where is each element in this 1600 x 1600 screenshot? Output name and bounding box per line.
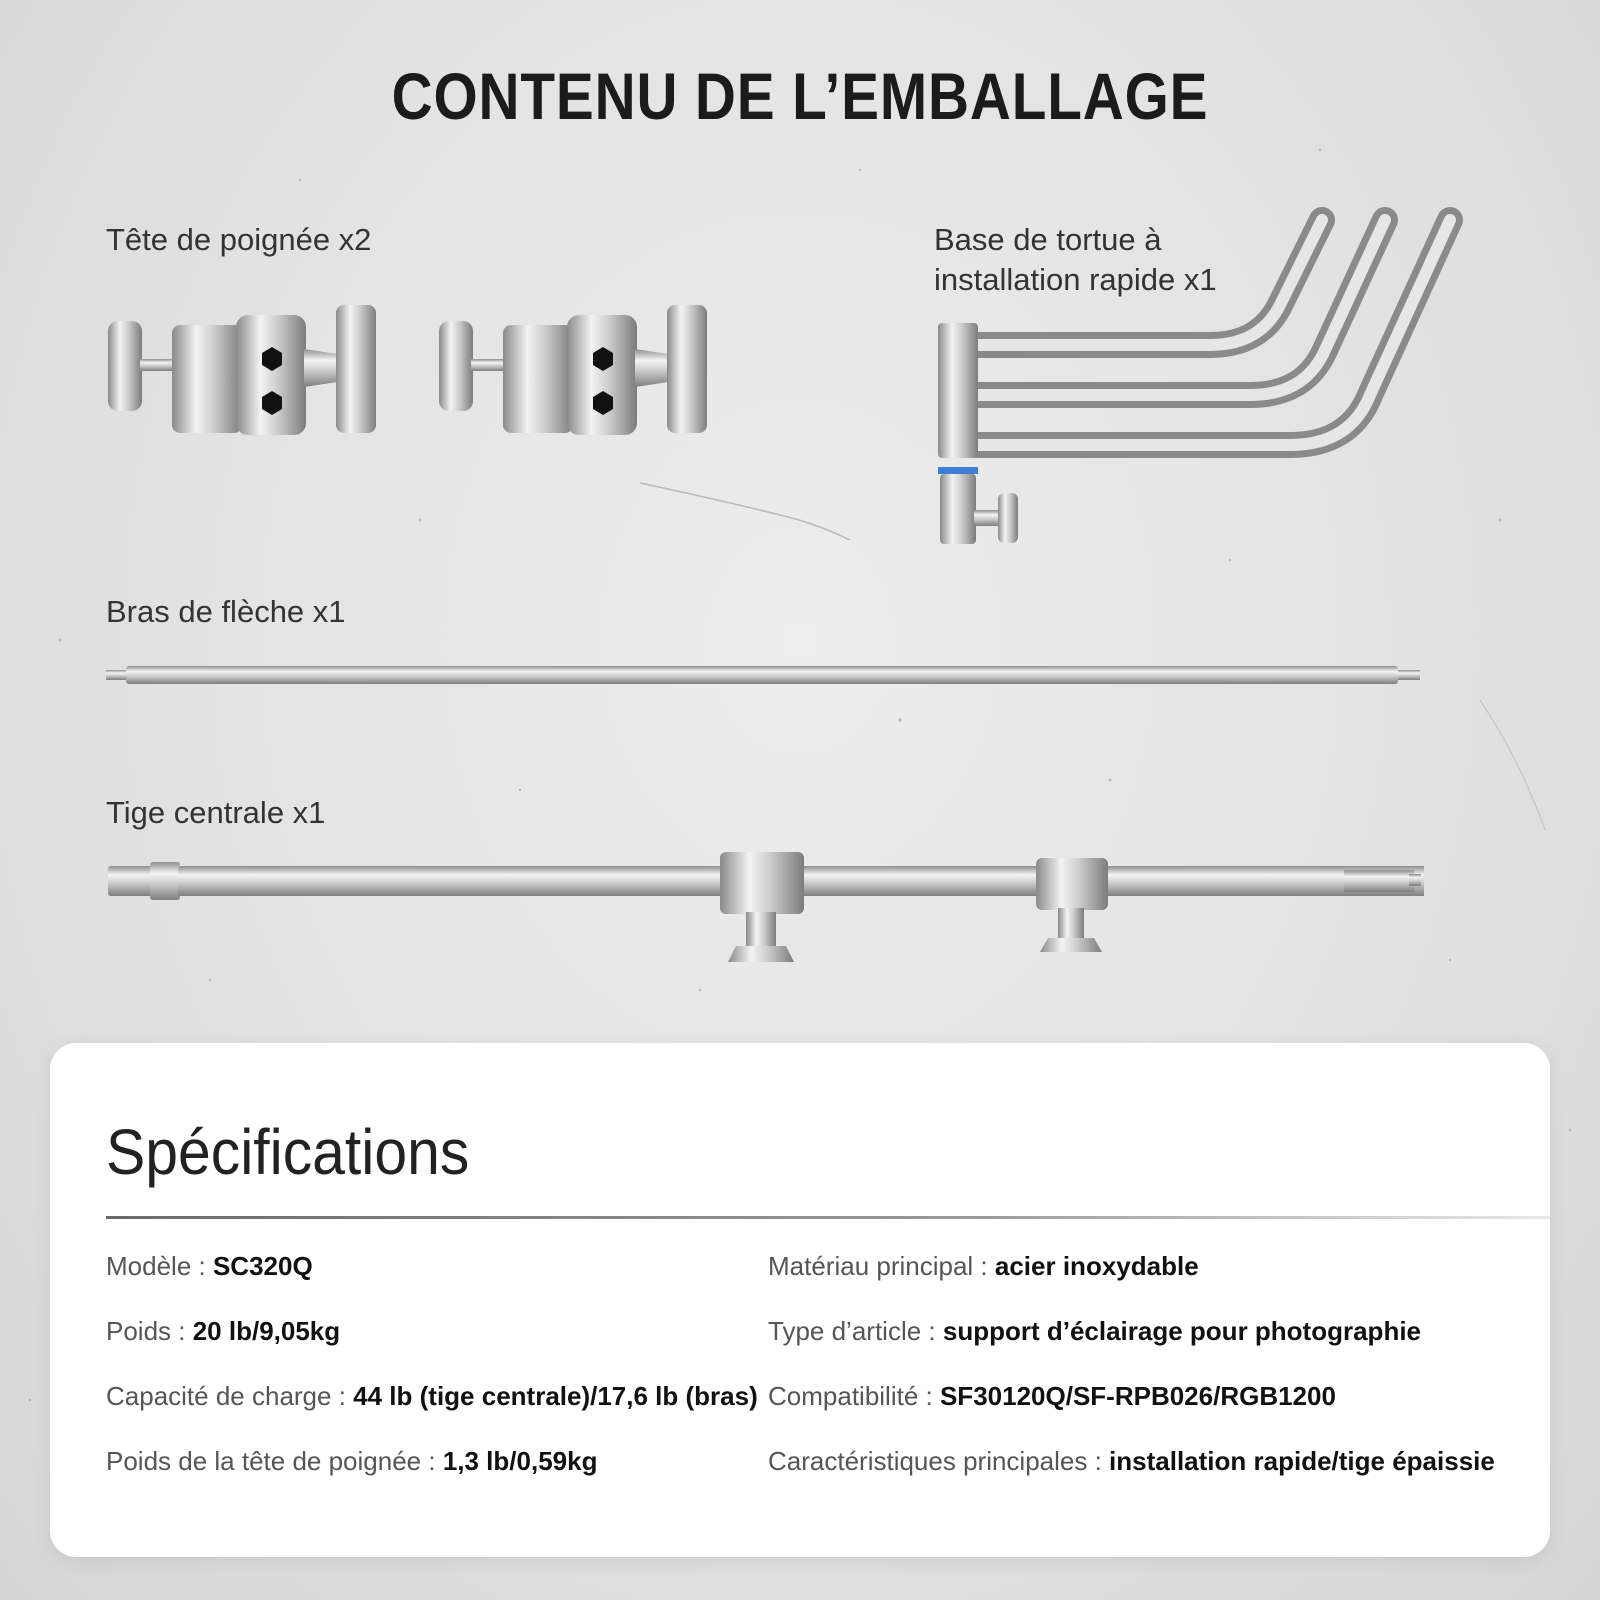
- grip-head-1: [104, 305, 384, 445]
- spec-main-features-value: installation rapide/tige épaissie: [1109, 1446, 1495, 1476]
- grip-head-label: Tête de poignée x2: [106, 222, 372, 257]
- spec-load-capacity-value: 44 lb (tige centrale)/17,6 lb (bras): [353, 1381, 758, 1411]
- grip-head-2: [435, 305, 715, 445]
- spec-item-type: [768, 1316, 1421, 1347]
- turtle-base-image: [930, 205, 1470, 565]
- page-title: CONTENU DE L’EMBALLAGE: [391, 59, 1209, 133]
- spec-item-type-value: support d’éclairage pour photographie: [942, 1316, 1422, 1346]
- boom-arm-label: Bras de flèche x1: [106, 594, 346, 629]
- spec-grip-head-weight-label: Poids de la tête de poignée :: [106, 1446, 443, 1476]
- spec-material: [768, 1251, 1199, 1282]
- spec-compatibility: [768, 1381, 1336, 1412]
- spec-material-label: Matériau principal :: [768, 1251, 995, 1281]
- spec-weight: [106, 1316, 340, 1347]
- center-rod-label: Tige centrale x1: [106, 795, 326, 830]
- spec-compatibility-value: SF30120Q/SF-RPB026/RGB1200: [939, 1381, 1336, 1411]
- specifications-card: [50, 1043, 1550, 1557]
- spec-load-capacity-label: Capacité de charge :: [106, 1381, 354, 1411]
- center-rod-image: [104, 852, 1424, 1002]
- spec-model-label: Modèle :: [106, 1251, 213, 1281]
- spec-grip-head-weight: [106, 1446, 597, 1477]
- spec-item-type-label: Type d’article :: [768, 1316, 943, 1346]
- spec-grip-head-weight-value: 1,3 lb/0,59kg: [442, 1446, 598, 1476]
- spec-weight-value: 20 lb/9,05kg: [192, 1316, 341, 1346]
- turtle-base-label: Base de tortue à installation rapide x1: [934, 222, 1217, 297]
- spec-model-value: SC320Q: [212, 1251, 313, 1281]
- spec-model: [106, 1251, 313, 1282]
- spec-material-value: acier inoxydable: [994, 1251, 1199, 1281]
- specifications-title: Spécifications: [106, 1116, 470, 1188]
- spec-compatibility-label: Compatibilité :: [768, 1381, 940, 1411]
- boom-arm-image: [104, 660, 1424, 690]
- spec-weight-label: Poids :: [106, 1316, 193, 1346]
- spec-main-features-label: Caractéristiques principales :: [768, 1446, 1110, 1476]
- spec-load-capacity: [106, 1381, 758, 1412]
- specifications-divider: [106, 1216, 1550, 1219]
- spec-main-features: [768, 1446, 1495, 1477]
